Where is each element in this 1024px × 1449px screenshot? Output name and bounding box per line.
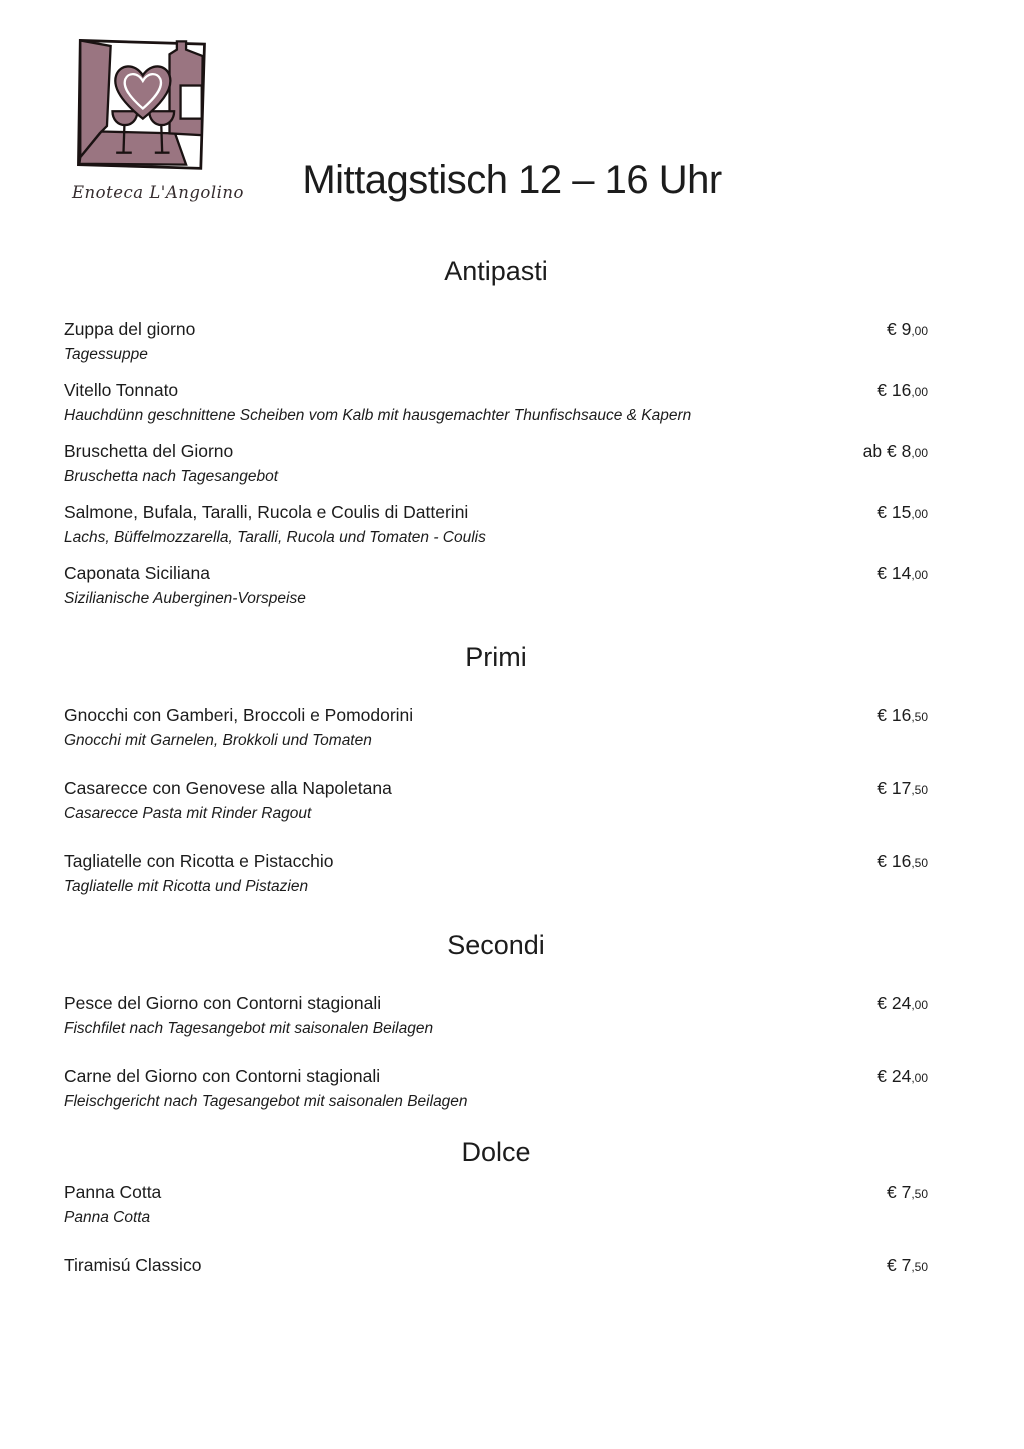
section-antipasti	[64, 256, 928, 610]
menu-item	[64, 561, 928, 610]
section-title: Antipasti	[444, 256, 548, 286]
price-cents: ,50	[911, 783, 928, 797]
price-cents: ,50	[911, 856, 928, 870]
menu-item	[64, 776, 928, 825]
price-cents: ,50	[911, 1187, 928, 1201]
item-price: € 15,00	[877, 502, 928, 522]
price-cents: ,00	[911, 568, 928, 582]
menu-item	[64, 849, 928, 898]
page-title: Mittagstisch 12 – 16 Uhr	[302, 158, 722, 202]
item-description: Panna Cotta	[64, 1209, 151, 1226]
item-description: Bruschetta nach Tagesangebot	[64, 468, 279, 485]
item-name: Tiramisú Classico	[64, 1255, 202, 1275]
item-price: € 7,50	[886, 1182, 928, 1202]
item-price: € 7,50	[886, 1255, 928, 1275]
menu-item	[64, 317, 928, 366]
item-name: Casarecce con Genovese alla Napoletana	[64, 778, 392, 798]
item-name: Bruschetta del Giorno	[64, 441, 234, 461]
price-cents: ,00	[911, 446, 928, 460]
item-description: Tagessuppe	[64, 346, 148, 363]
item-name: Panna Cotta	[64, 1182, 162, 1202]
item-price: ab € 8,00	[862, 441, 928, 461]
item-name: Gnocchi con Gamberi, Broccoli e Pomodorini	[64, 705, 414, 725]
item-price: € 16,00	[877, 380, 928, 400]
item-price: € 9,00	[886, 319, 928, 339]
heart-over-wine-glasses-in-doorway-icon	[72, 34, 210, 172]
price-cents: ,00	[911, 385, 928, 399]
menu-item	[64, 378, 928, 427]
section-primi	[64, 642, 928, 898]
item-price: € 24,00	[877, 993, 928, 1013]
menu-item	[64, 1064, 928, 1113]
price-cents: ,00	[911, 507, 928, 521]
item-description: Casarecce Pasta mit Rinder Ragout	[64, 805, 312, 822]
price-cents: ,00	[911, 998, 928, 1012]
menu-item	[64, 1180, 928, 1229]
item-name: Tagliatelle con Ricotta e Pistacchio	[64, 851, 334, 871]
section-dolce	[64, 1137, 928, 1279]
item-description: Gnocchi mit Garnelen, Brokkoli und Tomaten	[64, 732, 372, 749]
item-price: € 17,50	[877, 778, 928, 798]
section-secondi	[64, 930, 928, 1113]
section-title: Secondi	[447, 930, 545, 960]
item-name: Carne del Giorno con Contorni stagionali	[64, 1066, 381, 1086]
item-description: Fischfilet nach Tagesangebot mit saisonalen Beilagen	[64, 1020, 434, 1037]
item-name: Caponata Siciliana	[64, 563, 210, 583]
price-cents: ,50	[911, 1260, 928, 1274]
item-name: Pesce del Giorno con Contorni stagionali	[64, 993, 382, 1013]
menu-item	[64, 991, 928, 1040]
menu-item	[64, 1253, 928, 1279]
logo-caption: Enoteca L'Angolino	[72, 183, 244, 202]
item-description: Fleischgericht nach Tagesangebot mit saisonalen Beilagen	[64, 1093, 468, 1110]
price-cents: ,00	[911, 1071, 928, 1085]
item-description: Sizilianische Auberginen-Vorspeise	[64, 590, 306, 607]
item-price: € 16,50	[877, 851, 928, 871]
menu-item	[64, 439, 928, 488]
item-price: € 16,50	[877, 705, 928, 725]
item-price: € 24,00	[877, 1066, 928, 1086]
item-description: Lachs, Büffelmozzarella, Taralli, Rucola und Tomaten - Coulis	[64, 529, 486, 546]
item-description: Tagliatelle mit Ricotta und Pistazien	[64, 878, 309, 895]
item-description: Hauchdünn geschnittene Scheiben vom Kalb mit hausgemachter Thunfischsauce & Kapern	[64, 407, 692, 424]
item-price: € 14,00	[877, 563, 928, 583]
price-cents: ,00	[911, 324, 928, 338]
section-title: Primi	[465, 642, 527, 672]
price-cents: ,50	[911, 710, 928, 724]
menu-item	[64, 500, 928, 549]
menu-body	[64, 256, 928, 1311]
menu-item	[64, 703, 928, 752]
item-name: Zuppa del giorno	[64, 319, 196, 339]
item-name: Vitello Tonnato	[64, 380, 179, 400]
section-title: Dolce	[461, 1137, 531, 1167]
item-name: Salmone, Bufala, Taralli, Rucola e Coulis di Datterini	[64, 502, 469, 522]
